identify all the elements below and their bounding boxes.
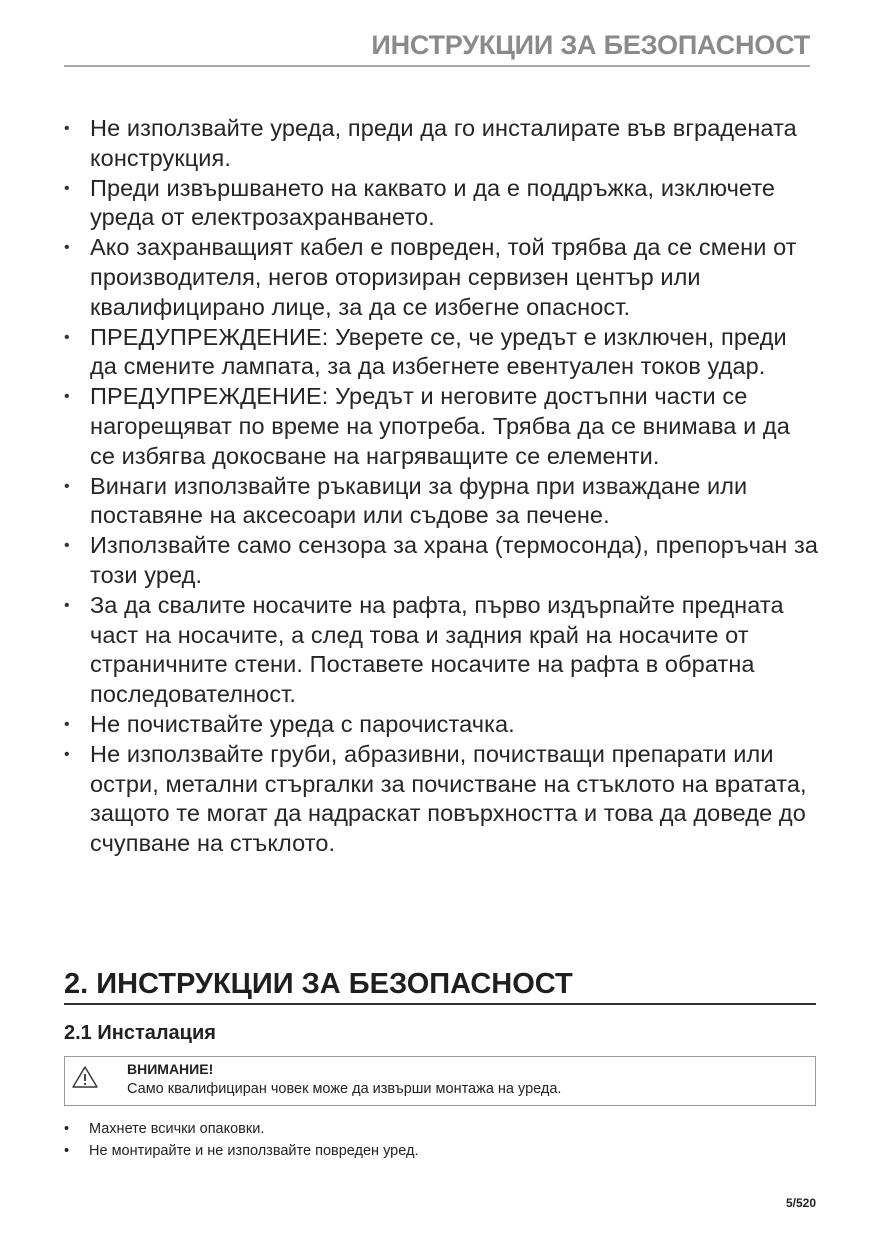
list-item	[64, 710, 818, 740]
bullet-icon: •	[64, 477, 70, 495]
warning-triangle-icon	[71, 1065, 99, 1089]
list-item-text: Ако захранващият кабел е повреден, той трябва да се смени от производителя, негов оторизиран сервизен център или квалифицирано лице, за да се избегне опасност.	[90, 234, 797, 320]
list-item	[64, 531, 818, 591]
page-number: 5/520	[785, 1196, 816, 1210]
list-item-text: Не използвайте груби, абразивни, почистващи препарати или остри, метални стъргалки за почистване на стъклото на вратата, защото те могат да надраскат повърхността и това да доведе до счупване на стъклото.	[90, 740, 807, 857]
bullet-icon: •	[64, 1121, 70, 1137]
list-item-text: ПРЕДУПРЕЖДЕНИЕ: Уверете се, че уредът е изключен, преди да смените лампата, за да избегнете евентуален токов удар.	[90, 323, 787, 380]
bullet-icon: •	[64, 120, 70, 137]
list-item	[64, 174, 818, 234]
list-item	[64, 233, 818, 322]
list-item	[64, 472, 818, 532]
bullet-icon: •	[64, 715, 70, 733]
bullet-icon: •	[64, 239, 70, 257]
section-title: 2. ИНСТРУКЦИИ ЗА БЕЗОПАСНОСТ	[64, 968, 816, 1005]
list-item-text: Преди извършването на каквато и да е поддръжка, изключете уреда от електрозахранването.	[90, 174, 776, 231]
warning-title: ВНИМАНИЕ!	[127, 1061, 214, 1077]
list-item-text: За да свалите носачите на рафта, първо издърпайте предната част на носачите, а след това и задния край на носачите от страничните стени. Поставете носачите на рафта в обратна последователност.	[90, 591, 784, 708]
list-item-text: Не почиствайте уреда с парочистачка.	[90, 710, 515, 737]
bullet-icon: •	[64, 537, 70, 555]
bullet-icon: •	[64, 596, 70, 614]
bullet-icon: •	[64, 388, 70, 406]
warning-box	[64, 1056, 816, 1106]
list-item	[64, 591, 818, 710]
bullet-icon: •	[64, 1143, 70, 1159]
warning-text: Само квалифициран човек може да извърши монтажа на уреда.	[127, 1081, 562, 1097]
installation-list	[64, 1118, 418, 1162]
list-item-text: Използвайте само сензора за храна (термосонда), препоръчан за този уред.	[90, 532, 819, 588]
list-item-text: Не монтирайте и не използвайте повреден уред.	[89, 1143, 419, 1159]
list-item	[64, 1118, 418, 1140]
list-item-text: Винаги използвайте ръкавици за фурна при изваждане или поставяне на аксесоари или съдове за печене.	[90, 472, 748, 529]
subsection-title: 2.1 Инсталация	[64, 1022, 216, 1044]
list-item-text: Махнете всички опаковки.	[89, 1121, 265, 1137]
bullet-icon: •	[64, 328, 70, 346]
list-item	[64, 740, 818, 859]
list-item	[64, 323, 818, 383]
bullet-icon: •	[64, 745, 70, 763]
list-item	[64, 382, 818, 471]
bullet-icon: •	[64, 179, 70, 197]
list-item-text: ПРЕДУПРЕЖДЕНИЕ: Уредът и неговите достъпни части се нагорещяват по време на употреба. Трябва да се внимава и да се избягва докосване на нагряващите се елементи.	[90, 383, 790, 469]
page-header-title: ИНСТРУКЦИИ ЗА БЕЗОПАСНОСТ	[64, 30, 810, 67]
safety-bullet-list	[64, 114, 818, 859]
list-item-text: Не използвайте уреда, преди да го инсталирате във вградената конструкция.	[90, 115, 797, 171]
list-item	[64, 1140, 418, 1162]
list-item	[64, 114, 818, 174]
